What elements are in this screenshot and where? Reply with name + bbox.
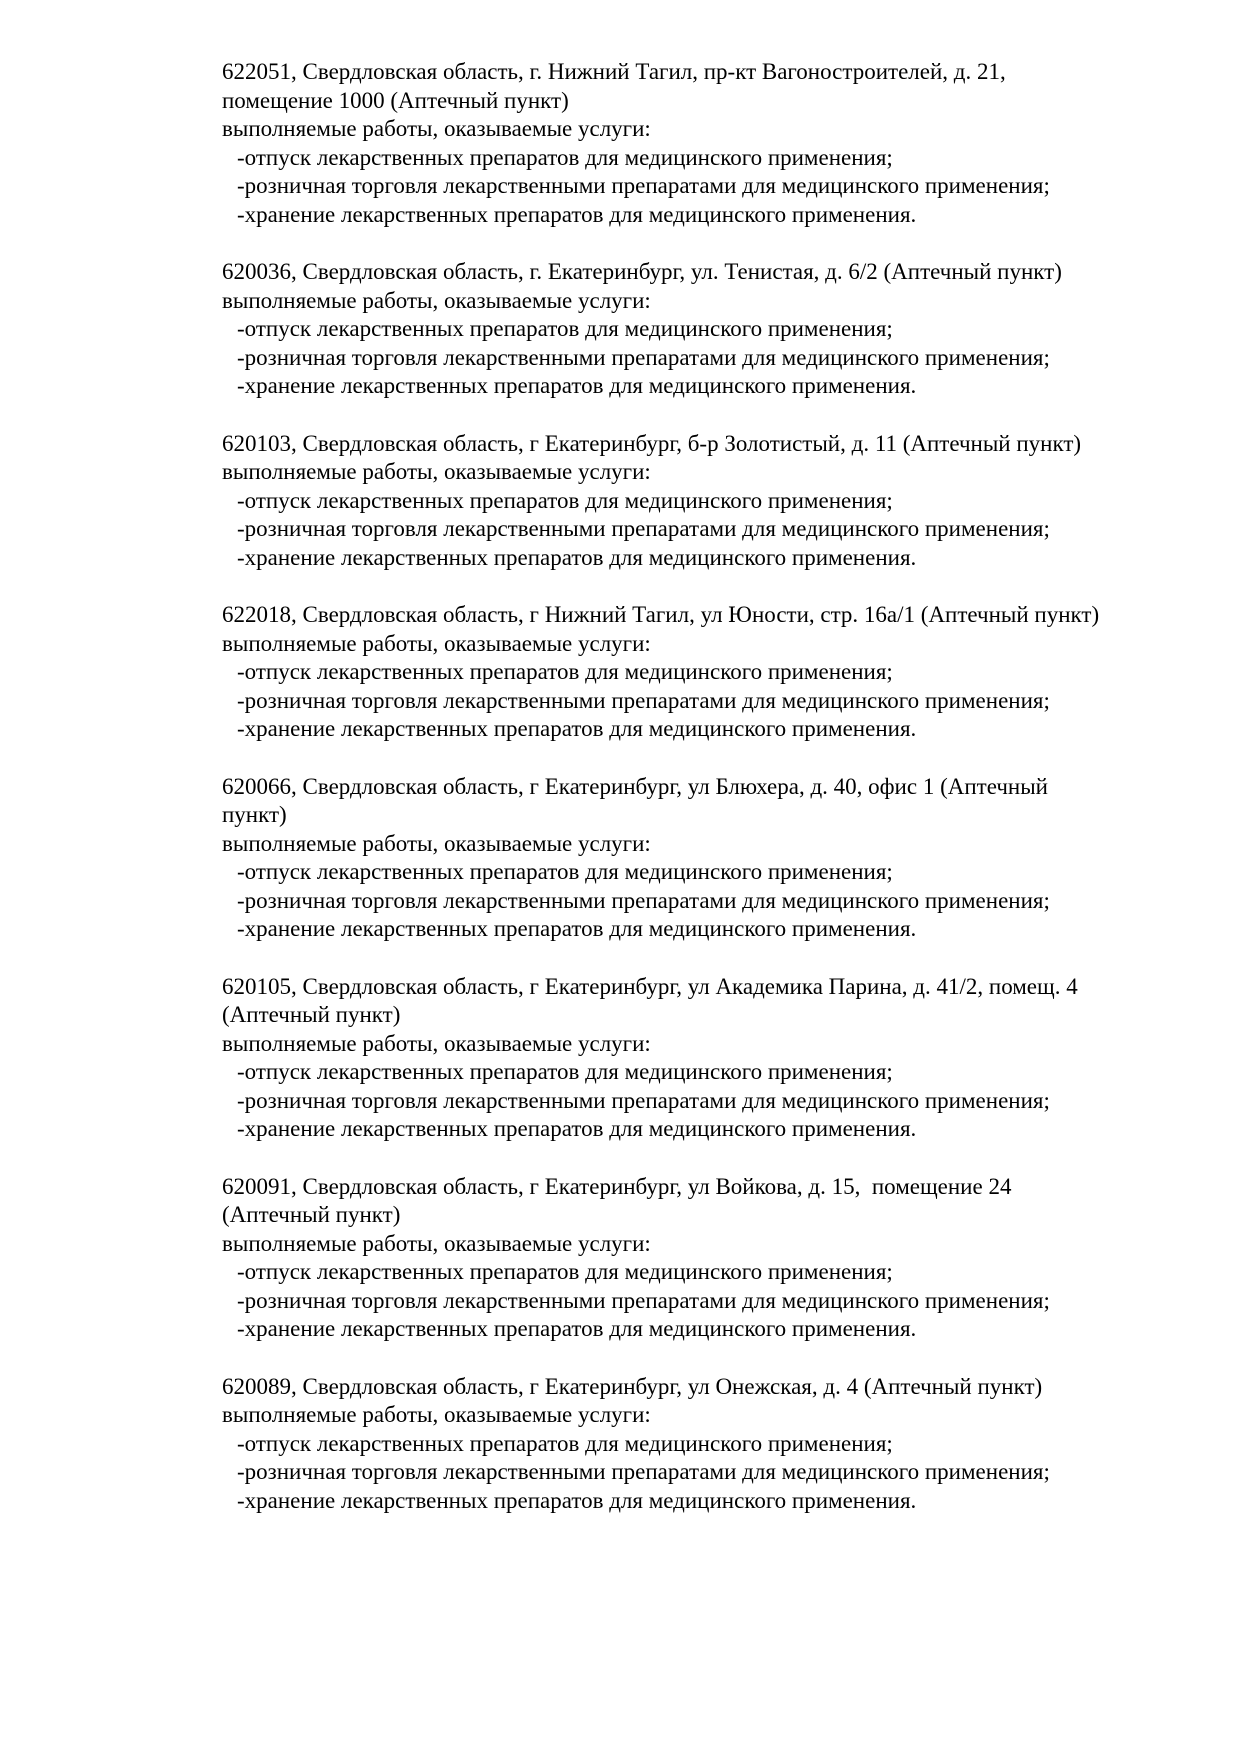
- service-item: -отпуск лекарственных препаратов для медицинского применения;: [237, 316, 893, 341]
- address-line: (Аптечный пункт): [222, 1202, 401, 1227]
- service-item: -отпуск лекарственных препаратов для медицинского применения;: [237, 659, 893, 684]
- address-line: 620036, Свердловская область, г. Екатеринбург, ул. Тенистая, д. 6/2 (Аптечный пункт): [222, 259, 1062, 284]
- address-line: 622018, Свердловская область, г Нижний Тагил, ул Юности, стр. 16а/1 (Аптечный пункт): [222, 602, 1100, 627]
- service-item: -отпуск лекарственных препаратов для медицинского применения;: [237, 144, 893, 170]
- service-item: -хранение лекарственных препаратов для медицинского применения.: [237, 1316, 917, 1341]
- service-item: -розничная торговля лекарственными препаратами для медицинского применения;: [237, 887, 1050, 913]
- pharmacy-entry: [222, 1373, 1187, 1516]
- service-item: -хранение лекарственных препаратов для медицинского применения.: [237, 544, 917, 570]
- pharmacy-entry: [222, 430, 1187, 573]
- service-item: -хранение лекарственных препаратов для медицинского применения.: [237, 916, 917, 941]
- address-line: помещение 1000 (Аптечный пункт): [222, 87, 569, 113]
- services-header: выполняемые работы, оказываемые услуги:: [222, 1230, 651, 1256]
- service-item: -отпуск лекарственных препаратов для медицинского применения;: [237, 1059, 893, 1084]
- pharmacy-entry: [222, 58, 1187, 229]
- pharmacy-entry: [222, 258, 1187, 401]
- pharmacy-entry: [222, 1173, 1187, 1344]
- service-item: -розничная торговля лекарственными препаратами для медицинского применения;: [237, 516, 1050, 541]
- service-item: -хранение лекарственных препаратов для медицинского применения.: [237, 716, 917, 741]
- address-line: 620066, Свердловская область, г Екатеринбург, ул Блюхера, д. 40, офис 1 (Аптечный: [222, 773, 1048, 799]
- service-item: -отпуск лекарственных препаратов для медицинского применения;: [237, 859, 893, 884]
- address-line: (Аптечный пункт): [222, 1002, 401, 1027]
- services-header: выполняемые работы, оказываемые услуги:: [222, 287, 651, 313]
- service-item: -розничная торговля лекарственными препаратами для медицинского применения;: [237, 1459, 1050, 1484]
- service-item: -розничная торговля лекарственными препаратами для медицинского применения;: [237, 344, 1050, 370]
- address-line: 620103, Свердловская область, г Екатеринбург, б-р Золотистый, д. 11 (Аптечный пункт): [222, 430, 1082, 456]
- service-item: -хранение лекарственных препаратов для медицинского применения.: [237, 1116, 917, 1141]
- address-line: 620091, Свердловская область, г Екатеринбург, ул Войкова, д. 15, помещение 24: [222, 1173, 1012, 1199]
- pharmacy-entry: [222, 601, 1187, 744]
- service-item: -хранение лекарственных препаратов для медицинского применения.: [237, 373, 917, 398]
- service-item: -розничная торговля лекарственными препаратами для медицинского применения;: [237, 1087, 1050, 1113]
- address-line: 622051, Свердловская область, г. Нижний Тагил, пр-кт Вагоностроителей, д. 21,: [222, 59, 1006, 84]
- service-item: -розничная торговля лекарственными препаратами для медицинского применения;: [237, 687, 1050, 713]
- pharmacy-entry: [222, 773, 1187, 944]
- service-item: -розничная торговля лекарственными препаратами для медицинского применения;: [237, 1287, 1050, 1313]
- services-header: выполняемые работы, оказываемые услуги:: [222, 1402, 651, 1427]
- services-header: выполняемые работы, оказываемые услуги:: [222, 1030, 651, 1056]
- document-content: [222, 58, 1187, 1544]
- address-line: 620105, Свердловская область, г Екатеринбург, ул Академика Парина, д. 41/2, помещ. 4: [222, 973, 1078, 999]
- services-header: выполняемые работы, оказываемые услуги:: [222, 459, 651, 484]
- address-line: пункт): [222, 802, 287, 827]
- service-item: -хранение лекарственных препаратов для медицинского применения.: [237, 1487, 917, 1513]
- address-line: 620089, Свердловская область, г Екатеринбург, ул Онежская, д. 4 (Аптечный пункт): [222, 1373, 1043, 1399]
- service-item: -отпуск лекарственных препаратов для медицинского применения;: [237, 487, 893, 513]
- service-item: -хранение лекарственных препаратов для медицинского применения.: [237, 201, 917, 227]
- services-header: выполняемые работы, оказываемые услуги:: [222, 116, 651, 141]
- service-item: -отпуск лекарственных препаратов для медицинского применения;: [237, 1430, 893, 1456]
- service-item: -розничная торговля лекарственными препаратами для медицинского применения;: [237, 173, 1050, 198]
- pharmacy-entry: [222, 973, 1187, 1144]
- services-header: выполняемые работы, оказываемые услуги:: [222, 630, 651, 656]
- services-header: выполняемые работы, оказываемые услуги:: [222, 830, 651, 856]
- service-item: -отпуск лекарственных препаратов для медицинского применения;: [237, 1259, 893, 1284]
